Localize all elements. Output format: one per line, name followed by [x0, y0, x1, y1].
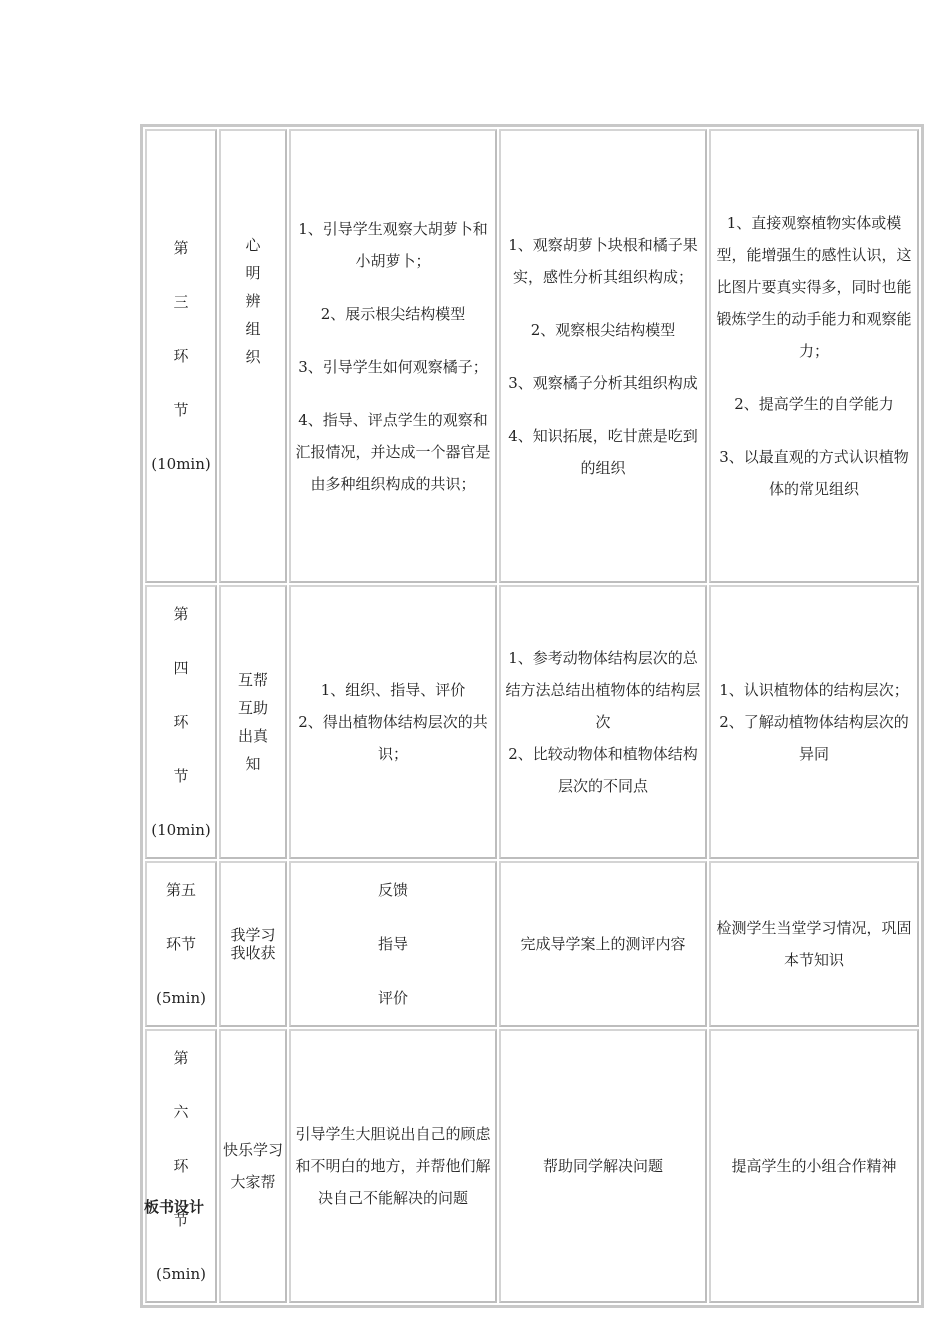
teacher-activity-cell: 1、引导学生观察大胡萝卜和小胡萝卜； 2、展示根尖结构模型 3、引导学生如何观察橘子； 4、指导、评点学生的观察和汇报情况，并达成一个器官是由多种组织构成的共识； [289, 129, 497, 583]
activity-cell: 心 明 辨 组 织 [219, 129, 287, 583]
table-row [145, 1029, 919, 1303]
stage-cell: 第五 环节 (5min) [145, 861, 217, 1027]
student-activity-cell: 1、观察胡萝卜块根和橘子果实，感性分析其组织构成； 2、观察根尖结构模型 3、观察橘子分析其组织构成 4、知识拓展，吃甘蔗是吃到的组织 [499, 129, 707, 583]
table-row [145, 585, 919, 859]
stage-cell: 第 六 环 节 (5min) [145, 1029, 217, 1303]
student-activity-cell: 完成导学案上的测评内容 [499, 861, 707, 1027]
student-activity-cell: 帮助同学解决问题 [499, 1029, 707, 1303]
teacher-activity-cell: 反馈 指导 评价 [289, 861, 497, 1027]
activity-cell: 快乐学习 大家帮 [219, 1029, 287, 1303]
design-purpose-cell: 1、直接观察植物实体或模型，能增强生的感性认识，这比图片要真实得多，同时也能锻炼学生的动手能力和观察能力； 2、提高学生的自学能力 3、以最直观的方式认识植物体的常见组织 [709, 129, 919, 583]
activity-cell: 我学习 我收获 [219, 861, 287, 1027]
teacher-activity-cell: 引导学生大胆说出自己的顾虑和不明白的地方，并帮他们解决自己不能解决的问题 [289, 1029, 497, 1303]
stage-cell: 第 三 环 节 (10min) [145, 129, 217, 583]
table-row [145, 129, 919, 583]
activity-cell: 互帮 互助 出真 知 [219, 585, 287, 859]
lesson-plan-table [140, 124, 924, 1308]
table-row [145, 861, 919, 1027]
design-purpose-cell: 提高学生的小组合作精神 [709, 1029, 919, 1303]
student-activity-cell: 1、参考动物体结构层次的总结方法总结出植物体的结构层次 2、比较动物体和植物体结构层次的不同点 [499, 585, 707, 859]
design-purpose-cell: 检测学生当堂学习情况，巩固本节知识 [709, 861, 919, 1027]
section-heading: 板书设计 [144, 1198, 205, 1216]
stage-cell: 第 四 环 节 (10min) [145, 585, 217, 859]
teacher-activity-cell: 1、组织、指导、评价 2、得出植物体结构层次的共识； [289, 585, 497, 859]
design-purpose-cell: 1、认识植物体的结构层次； 2、了解动植物体结构层次的异同 [709, 585, 919, 859]
